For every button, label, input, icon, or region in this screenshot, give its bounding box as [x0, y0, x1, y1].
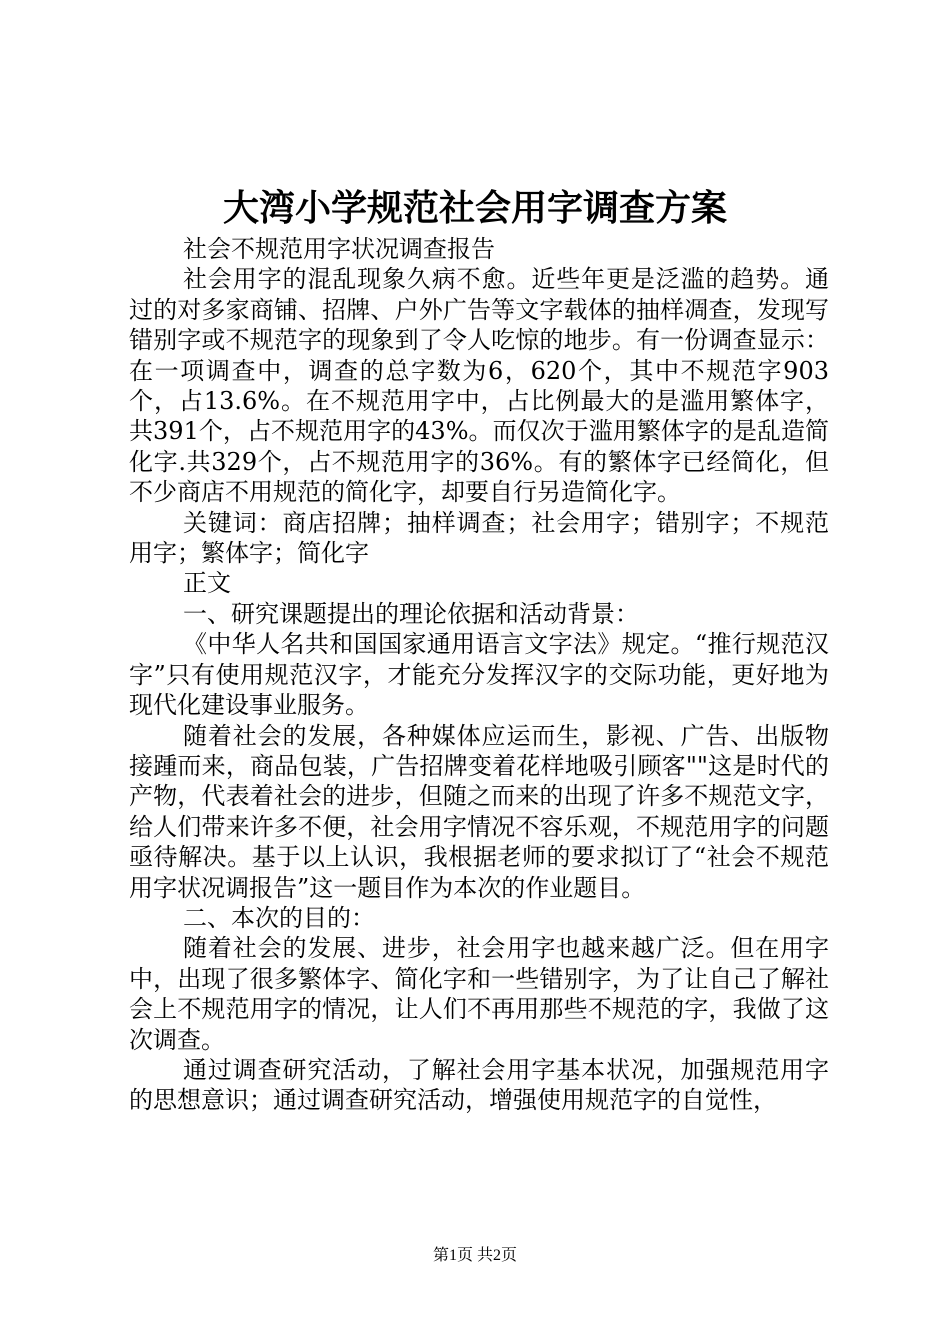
document-body: [129, 234, 829, 1116]
body-paragraph: 《中华人名共和国国家通用语言文字法》规定。“推行规范汉字”只有使用规范汉字，才能充分发挥汉字的交际功能，更好地为现代化建设事业服务。: [129, 630, 829, 720]
keywords-paragraph: 关键词：商店招牌；抽样调查；社会用字；错别字；不规范用字；繁体字；简化字: [129, 508, 829, 568]
body-heading: 正文: [183, 569, 231, 598]
subtitle-paragraph: 社会不规范用字状况调查报告: [183, 235, 495, 263]
abstract-paragraph: 社会用字的混乱现象久病不愈。近些年更是泛滥的趋势。通过的对多家商铺、招牌、户外广告等文字载体的抽样凋查，发现写错别字或不规范字的现象到了令人吃惊的地步。有一份调查显示：在一项调查中，调查的总字数为6，620个，其中不规范字903个，占13.6%。在不规范用字中，占比例最大的是滥用繁体字，共391个，占不规范用字的43%。而仅次于滥用繁体字的是乱造简化字.共329个，占不规范用字的36%。有的繁体字已经简化，但不少商店不用规范的简化字，却要自行另造简化字。: [129, 265, 829, 507]
body-paragraph: 随着社会的发展、进步，社会用字也越来越广泛。但在用字中，出现了很多繁体字、简化字和一些错别字，为了让自己了解社会上不规范用字的情况，让人们不再用那些不规范的字，我做了这次调查。: [129, 934, 829, 1054]
body-paragraph: 通过调查研究活动，了解社会用字基本状况，加强规范用字的思想意识；通过调查研究活动，增强使用规范字的自觉性，: [129, 1055, 829, 1115]
section-heading-2: 二、本次的目的：: [183, 903, 375, 932]
page-footer: 第1页 共2页: [432, 1247, 517, 1264]
body-paragraph: 随着社会的发展，各种媒体应运而生，影视、广告、出版物接踵而来，商品包装，广告招牌变着花样地吸引顾客""这是时代的产物，代表着社会的进步，但随之而来的出现了许多不规范文字，给人们带来许多不便，社会用字情况不容乐观，不规范用字的问题亟待解决。基于以上认识，我根据老师的要求拟订了“社会不规范用字状况调报告”这一题目作为本次的作业题目。: [129, 721, 829, 902]
section-heading-1: 一、研究课题提出的理论依据和活动背景：: [183, 599, 639, 628]
document-title: 大湾小学规范社会用字调查方案: [222, 188, 727, 229]
